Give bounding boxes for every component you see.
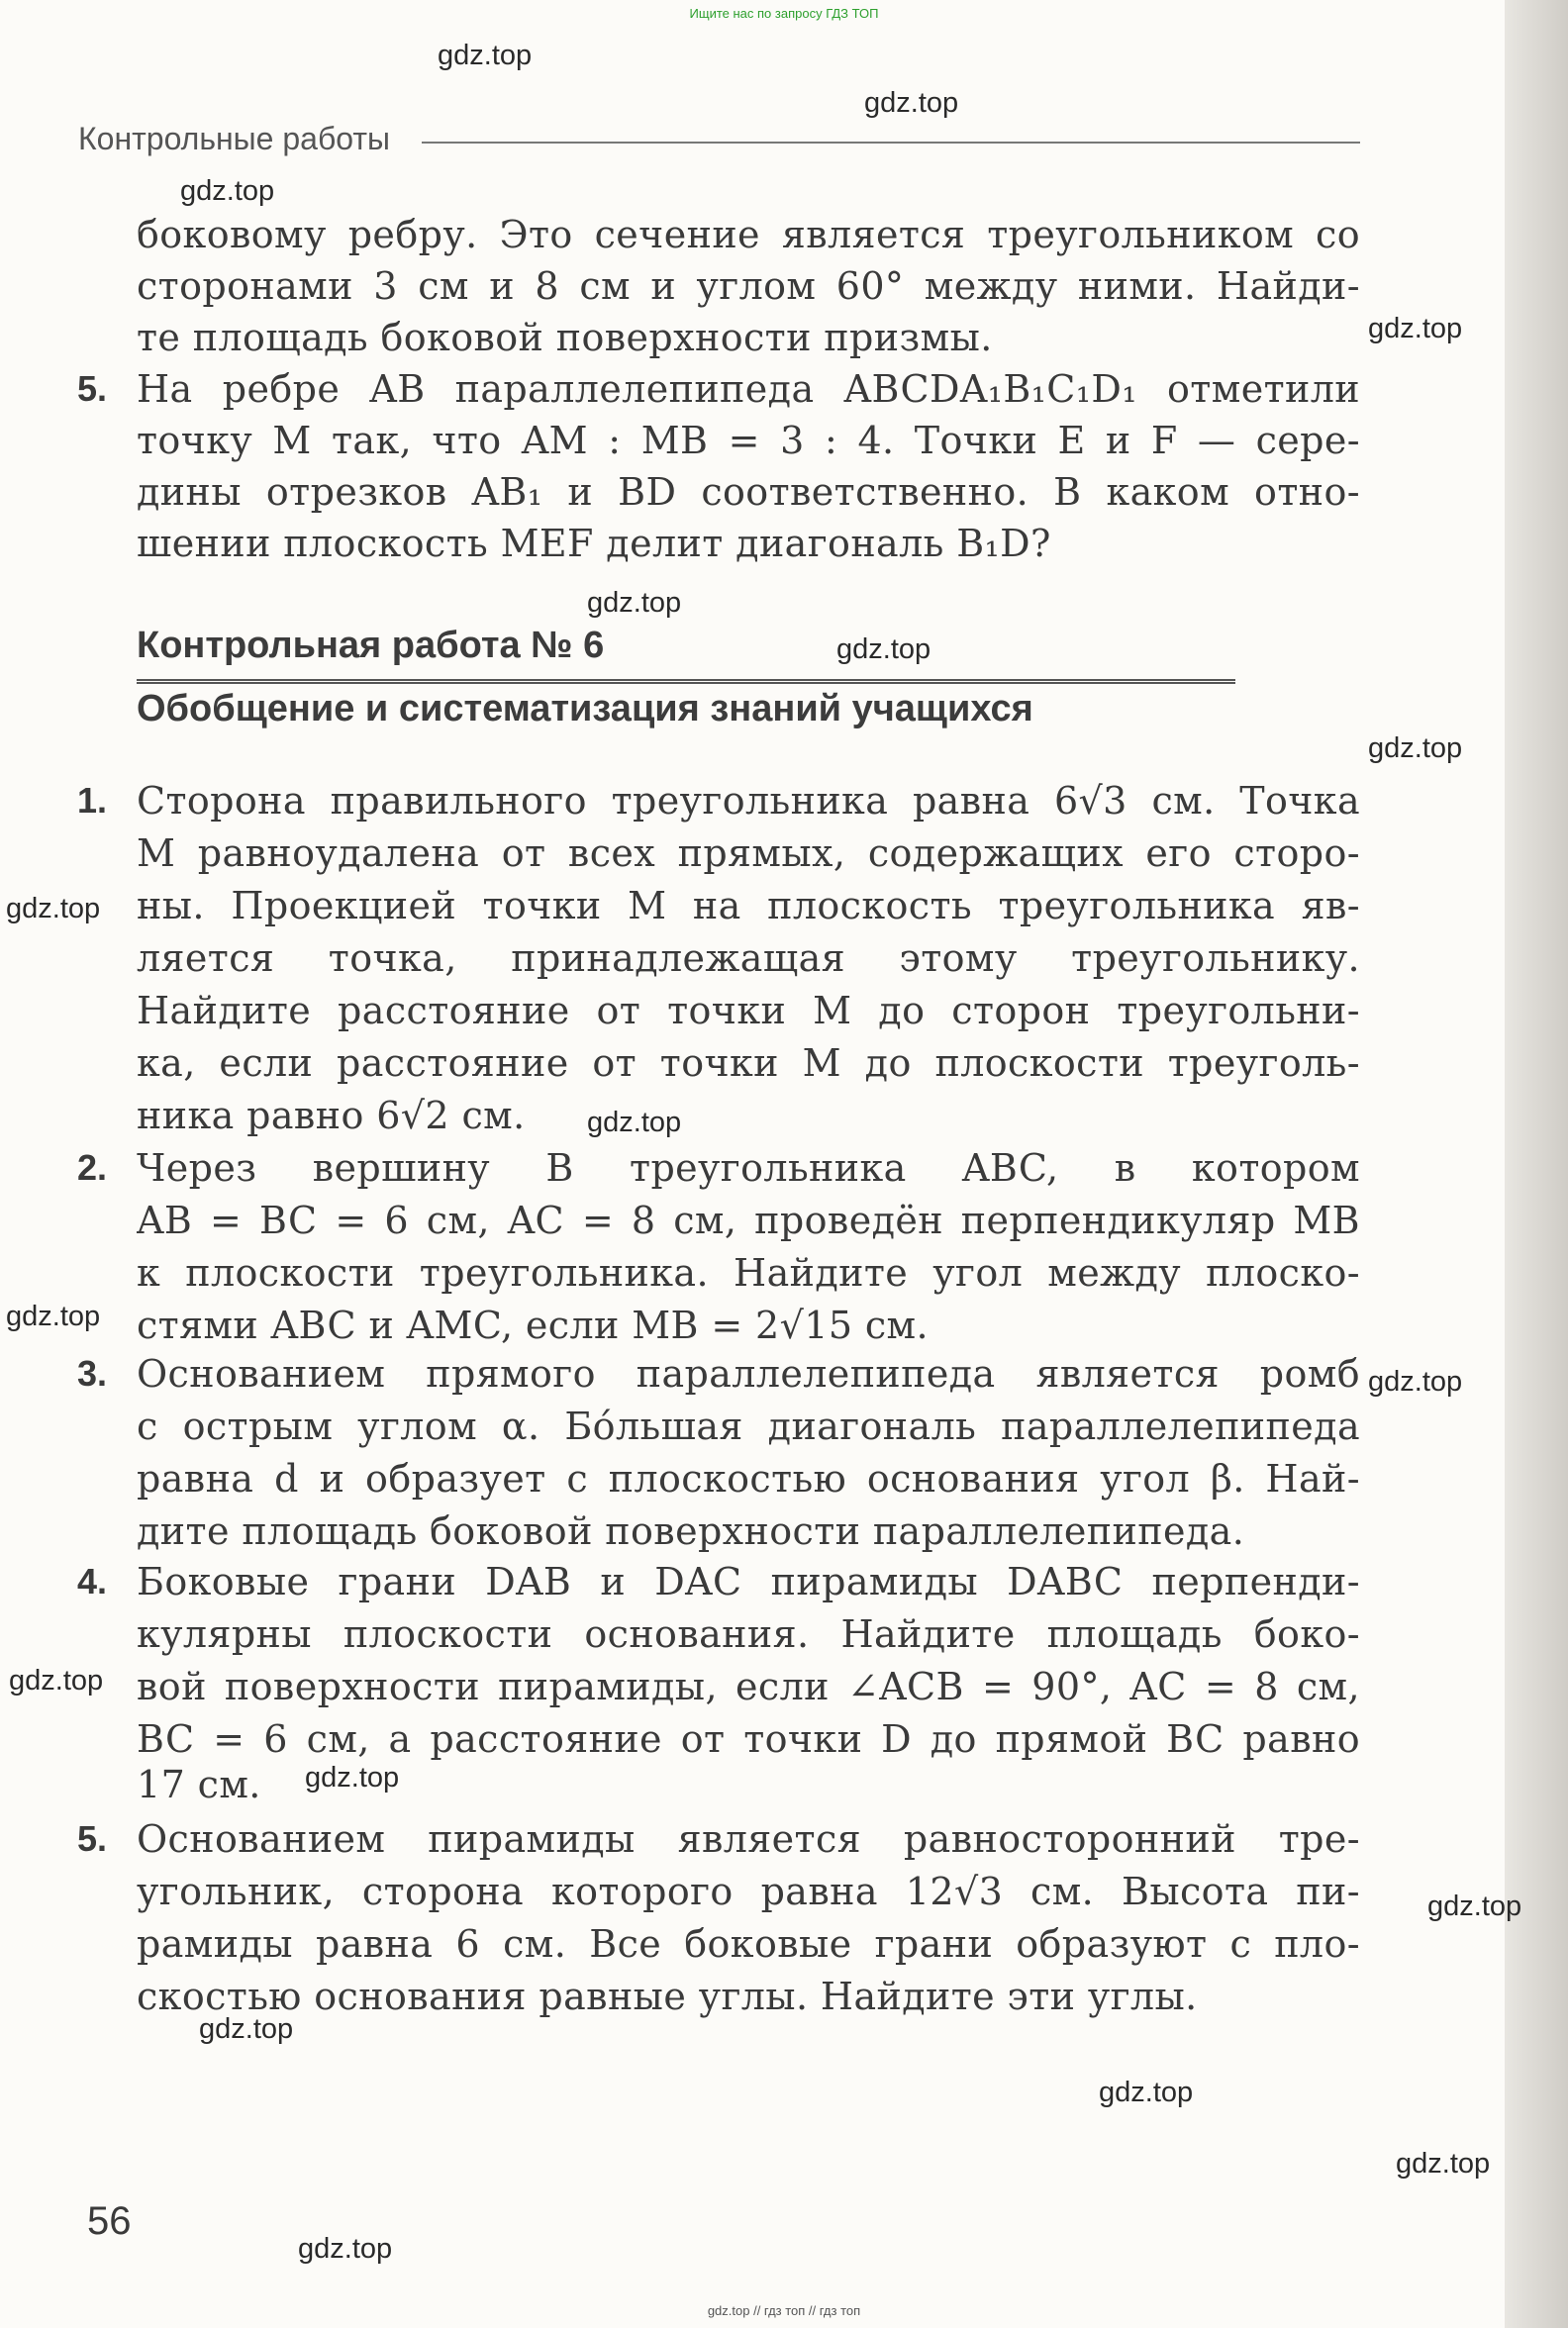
text-line: M равноудалена от всех прямых, содержащих его сторо- — [137, 831, 1360, 875]
watermark: gdz.top — [1368, 1366, 1463, 1398]
watermark: gdz.top — [180, 175, 275, 207]
bottom-note: gdz.top // гдз топ // гдз топ — [707, 2303, 861, 2318]
problem-number: 4. — [77, 1561, 108, 1601]
watermark: gdz.top — [199, 2013, 294, 2045]
text-line: ны. Проекцией точки M на плоскость треугольника яв- — [137, 884, 1360, 927]
watermark: gdz.top — [1396, 2148, 1491, 2180]
text-line: сторонами 3 см и 8 см и углом 60° между ними. Найди- — [137, 264, 1360, 308]
text-line: Найдите расстояние от точки M до сторон треугольни- — [137, 989, 1360, 1032]
page-number: 56 — [87, 2199, 132, 2243]
watermark: gdz.top — [6, 893, 101, 924]
text-line: Через вершину B треугольника ABC, в котором — [137, 1146, 1360, 1190]
watermark: gdz.top — [1368, 732, 1463, 764]
watermark: gdz.top — [298, 2233, 393, 2265]
running-head — [78, 121, 1360, 157]
text-line: BC = 6 см, а расстояние от точки D до прямой BC равно — [137, 1717, 1360, 1761]
text-line: 17 см. — [137, 1763, 261, 1806]
text-line: к плоскости треугольника. Найдите угол между плоско- — [137, 1251, 1360, 1295]
problem-number: 5. — [77, 368, 108, 409]
text-line: ника равно 6√2 см. — [137, 1094, 526, 1137]
text-line: дите площадь боковой поверхности параллелепипеда. — [137, 1509, 1245, 1553]
text-line: На ребре AB параллелепипеда ABCDA₁B₁C₁D₁ отметили — [137, 367, 1360, 411]
text-line: Сторона правильного треугольника равна 6√3 см. Точка — [137, 779, 1360, 823]
watermark: gdz.top — [587, 1107, 682, 1138]
watermark: gdz.top — [1427, 1891, 1522, 1922]
page-edge-shadow — [1505, 0, 1568, 2328]
section-subtitle: Обобщение и систематизация знаний учащихся — [137, 688, 1033, 729]
problem-number: 5. — [77, 1818, 108, 1859]
problem-number: 3. — [77, 1353, 108, 1394]
watermark: gdz.top — [587, 587, 682, 619]
text-line: AB = BC = 6 см, AC = 8 см, проведён перпендикуляр MB — [137, 1199, 1360, 1242]
text-line: рамиды равна 6 см. Все боковые грани образуют с пло- — [137, 1922, 1360, 1966]
text-line: с острым углом α. Бо́льшая диагональ параллелепипеда — [137, 1405, 1360, 1448]
watermark: gdz.top — [864, 87, 959, 119]
running-head-title: Контрольные работы — [78, 121, 391, 156]
text-line: вой поверхности пирамиды, если ∠ACB = 90°, AC = 8 см, — [137, 1665, 1360, 1708]
section-title: Контрольная работа № 6 — [137, 625, 605, 666]
text-line: те площадь боковой поверхности призмы. — [137, 316, 993, 359]
text-line: угольник, сторона которого равна 12√3 см. Высота пи- — [137, 1870, 1360, 1913]
text-line: кулярны плоскости основания. Найдите площадь боко- — [137, 1612, 1360, 1656]
text-line: ка, если расстояние от точки M до плоскости треуголь- — [137, 1041, 1360, 1085]
text-line: Основанием прямого параллелепипеда является ромб — [137, 1352, 1360, 1396]
text-line: Основанием пирамиды является равносторонний тре- — [137, 1817, 1360, 1861]
watermark: gdz.top — [9, 1665, 104, 1697]
text-line: скостью основания равные углы. Найдите эти углы. — [137, 1975, 1198, 2018]
watermark: gdz.top — [1099, 2077, 1194, 2108]
text-line: стями ABC и AMC, если MB = 2√15 см. — [137, 1304, 929, 1347]
watermark: gdz.top — [836, 633, 931, 665]
text-line: равна d и образует с плоскостью основания угол β. Най- — [137, 1457, 1360, 1501]
text-line: точку M так, что AM : MB = 3 : 4. Точки E и F — сере- — [137, 419, 1360, 462]
text-line: боковому ребру. Это сечение является треугольником со — [137, 213, 1360, 256]
running-head-rule — [422, 142, 1360, 144]
text-line: дины отрезков AB₁ и BD соответственно. В каком отно- — [137, 470, 1360, 514]
problem-number: 2. — [77, 1147, 108, 1188]
text-line: Боковые грани DAB и DAC пирамиды DABC перпенди- — [137, 1560, 1360, 1603]
text-line: ляется точка, принадлежащая этому треугольнику. — [137, 936, 1360, 980]
text-line: шении плоскость MEF делит диагональ B₁D? — [137, 522, 1051, 565]
watermark: gdz.top — [438, 40, 533, 71]
watermark: gdz.top — [1368, 313, 1463, 344]
top-search-note: Ищите нас по запросу ГДЗ ТОП — [689, 6, 879, 21]
problem-number: 1. — [77, 780, 108, 821]
watermark: gdz.top — [305, 1762, 400, 1794]
watermark: gdz.top — [6, 1301, 101, 1332]
